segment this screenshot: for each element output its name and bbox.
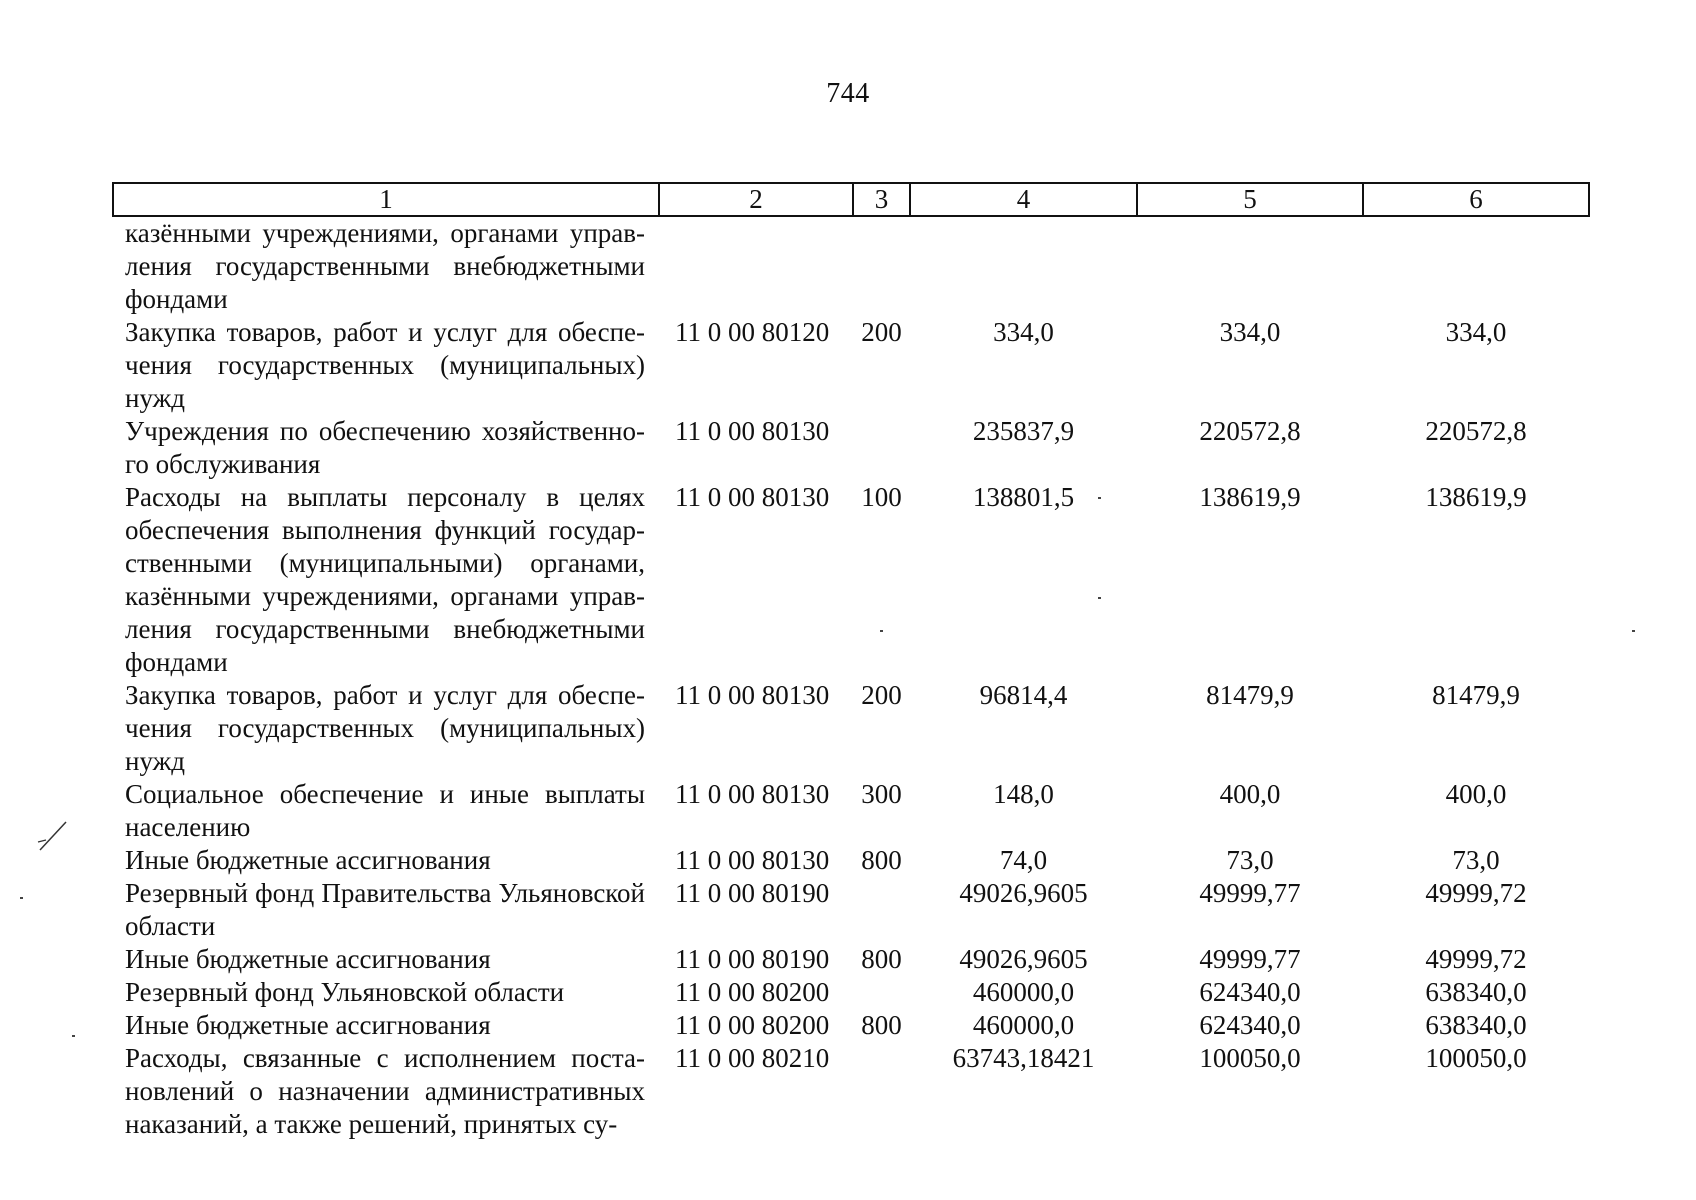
row-value-col6: 81479,9 bbox=[1432, 680, 1520, 710]
row-value-col6: 220572,8 bbox=[1425, 416, 1527, 446]
row-code: 11 0 00 80130 bbox=[675, 416, 830, 446]
row-name: Закупка товаров, работ и услуг для обеспечения государственных (муниципальных) нужд bbox=[125, 317, 645, 413]
column-header-6: 6 bbox=[1363, 183, 1589, 216]
row-value-col4: 49026,9605 bbox=[959, 944, 1088, 974]
row-type bbox=[853, 877, 910, 943]
row-value-col5: 73,0 bbox=[1226, 845, 1274, 875]
row-code: 11 0 00 80200 bbox=[675, 1010, 830, 1040]
row-value-col4: 334,0 bbox=[993, 317, 1054, 347]
row-value-col5: 100050,0 bbox=[1199, 1043, 1301, 1073]
row-value-col6: 49999,72 bbox=[1425, 878, 1527, 908]
row-type bbox=[853, 1042, 910, 1141]
row-value-col5: 220572,8 bbox=[1199, 416, 1301, 446]
row-value-col4: 235837,9 bbox=[972, 416, 1075, 446]
row-code: 11 0 00 80120 bbox=[675, 317, 830, 347]
column-header-5: 5 bbox=[1137, 183, 1363, 216]
table-row bbox=[113, 877, 1589, 943]
row-type: 800 bbox=[861, 944, 902, 974]
column-header-4: 4 bbox=[910, 183, 1137, 216]
table-row bbox=[113, 216, 1589, 316]
table-row bbox=[113, 415, 1589, 481]
row-value-col6: 334,0 bbox=[1445, 317, 1507, 347]
row-value-col5: 624340,0 bbox=[1199, 1010, 1301, 1040]
row-value-col6: 73,0 bbox=[1452, 845, 1500, 875]
table-row bbox=[113, 481, 1589, 679]
row-type: 800 bbox=[861, 1010, 902, 1040]
row-value-col6: 638340,0 bbox=[1425, 977, 1527, 1007]
row-value-col6: 138619,9 bbox=[1425, 482, 1527, 512]
row-value-col5: 138619,9 bbox=[1199, 482, 1301, 512]
row-name: Закупка товаров, работ и услуг для обеспечения государственных (муниципальных) нужд bbox=[125, 680, 645, 776]
table-row bbox=[113, 316, 1589, 415]
row-value-col5: 49999,77 bbox=[1199, 944, 1301, 974]
row-value-col4: 138801,5 bbox=[972, 482, 1075, 512]
table-body bbox=[113, 216, 1589, 1141]
row-type bbox=[853, 216, 910, 316]
row-value-col5: 400,0 bbox=[1219, 779, 1281, 809]
scan-speck bbox=[1632, 630, 1635, 632]
column-header-2: 2 bbox=[659, 183, 853, 216]
row-value-col5: 49999,77 bbox=[1199, 878, 1301, 908]
row-value-col5 bbox=[1137, 216, 1363, 316]
scan-speck bbox=[1098, 597, 1101, 599]
row-value-col5: 624340,0 bbox=[1199, 977, 1301, 1007]
row-value-col4: 148,0 bbox=[993, 779, 1054, 809]
row-code: 11 0 00 80130 bbox=[675, 680, 830, 710]
row-value-col4: 74,0 bbox=[999, 845, 1048, 875]
table-header-row bbox=[113, 183, 1589, 216]
scan-speck bbox=[880, 630, 883, 632]
table-row bbox=[113, 844, 1589, 877]
row-value-col4: 96814,4 bbox=[979, 680, 1068, 710]
row-value-col5: 334,0 bbox=[1219, 317, 1281, 347]
scan-speck bbox=[72, 1035, 75, 1037]
row-name: Социальное обеспечение и иные выплаты населению bbox=[125, 779, 645, 842]
table-row bbox=[113, 778, 1589, 844]
page-number: 744 bbox=[826, 78, 870, 109]
row-type: 300 bbox=[861, 779, 902, 809]
row-value-col4 bbox=[910, 216, 1137, 316]
table-row bbox=[113, 1042, 1589, 1141]
row-value-col4: 460000,0 bbox=[972, 977, 1075, 1007]
row-name: Иные бюджетные ассигнования bbox=[125, 944, 491, 974]
row-type bbox=[853, 976, 910, 1009]
row-name: Иные бюджетные ассигнования bbox=[125, 845, 491, 875]
row-value-col5: 81479,9 bbox=[1206, 680, 1294, 710]
row-type: 100 bbox=[861, 482, 902, 512]
row-value-col6 bbox=[1363, 216, 1589, 316]
row-name: Иные бюджетные ассигнования bbox=[125, 1010, 491, 1040]
row-code: 11 0 00 80130 bbox=[675, 779, 830, 809]
column-header-3: 3 bbox=[853, 183, 910, 216]
row-value-col4: 63743,18421 bbox=[952, 1043, 1095, 1073]
row-code: 11 0 00 80200 bbox=[675, 977, 830, 1007]
row-code: 11 0 00 80190 bbox=[675, 878, 830, 908]
row-code bbox=[659, 216, 853, 316]
row-code: 11 0 00 80210 bbox=[675, 1043, 830, 1073]
pen-mark bbox=[36, 818, 76, 858]
table-row bbox=[113, 943, 1589, 976]
scan-speck bbox=[1098, 497, 1101, 499]
row-type: 200 bbox=[861, 317, 902, 347]
row-name: Резервный фонд Правительства Ульяновской области bbox=[125, 878, 645, 941]
row-code: 11 0 00 80130 bbox=[675, 845, 830, 875]
row-value-col6: 49999,72 bbox=[1425, 944, 1527, 974]
row-type: 800 bbox=[861, 845, 902, 875]
column-header-1: 1 bbox=[113, 183, 659, 216]
row-name: казёнными учреждениями, органами управления государственными внебюджетными фондами bbox=[125, 218, 645, 314]
row-value-col4: 49026,9605 bbox=[959, 878, 1088, 908]
row-name: Расходы, связанные с исполнением постановлений о назначении административных наказаний, а также решений, принятых су- bbox=[125, 1043, 645, 1139]
table-row bbox=[113, 976, 1589, 1009]
row-value-col6: 100050,0 bbox=[1425, 1043, 1527, 1073]
row-name: Учреждения по обеспечению хозяйственного обслуживания bbox=[125, 416, 645, 479]
row-type bbox=[853, 415, 910, 481]
row-name: Расходы на выплаты персоналу в целях обеспечения выполнения функций государственными (муниципальными) органами, казёнными учреждениями, органами управления государственными внебюджетными фондами bbox=[125, 482, 645, 677]
budget-table bbox=[112, 182, 1590, 1141]
row-code: 11 0 00 80130 bbox=[675, 482, 830, 512]
row-name: Резервный фонд Ульяновской области bbox=[125, 977, 565, 1007]
row-type: 200 bbox=[861, 680, 902, 710]
table-row bbox=[113, 679, 1589, 778]
scan-speck bbox=[20, 897, 23, 899]
row-code: 11 0 00 80190 bbox=[675, 944, 830, 974]
row-value-col6: 400,0 bbox=[1445, 779, 1507, 809]
row-value-col6: 638340,0 bbox=[1425, 1010, 1527, 1040]
table-row bbox=[113, 1009, 1589, 1042]
row-value-col4: 460000,0 bbox=[972, 1010, 1075, 1040]
